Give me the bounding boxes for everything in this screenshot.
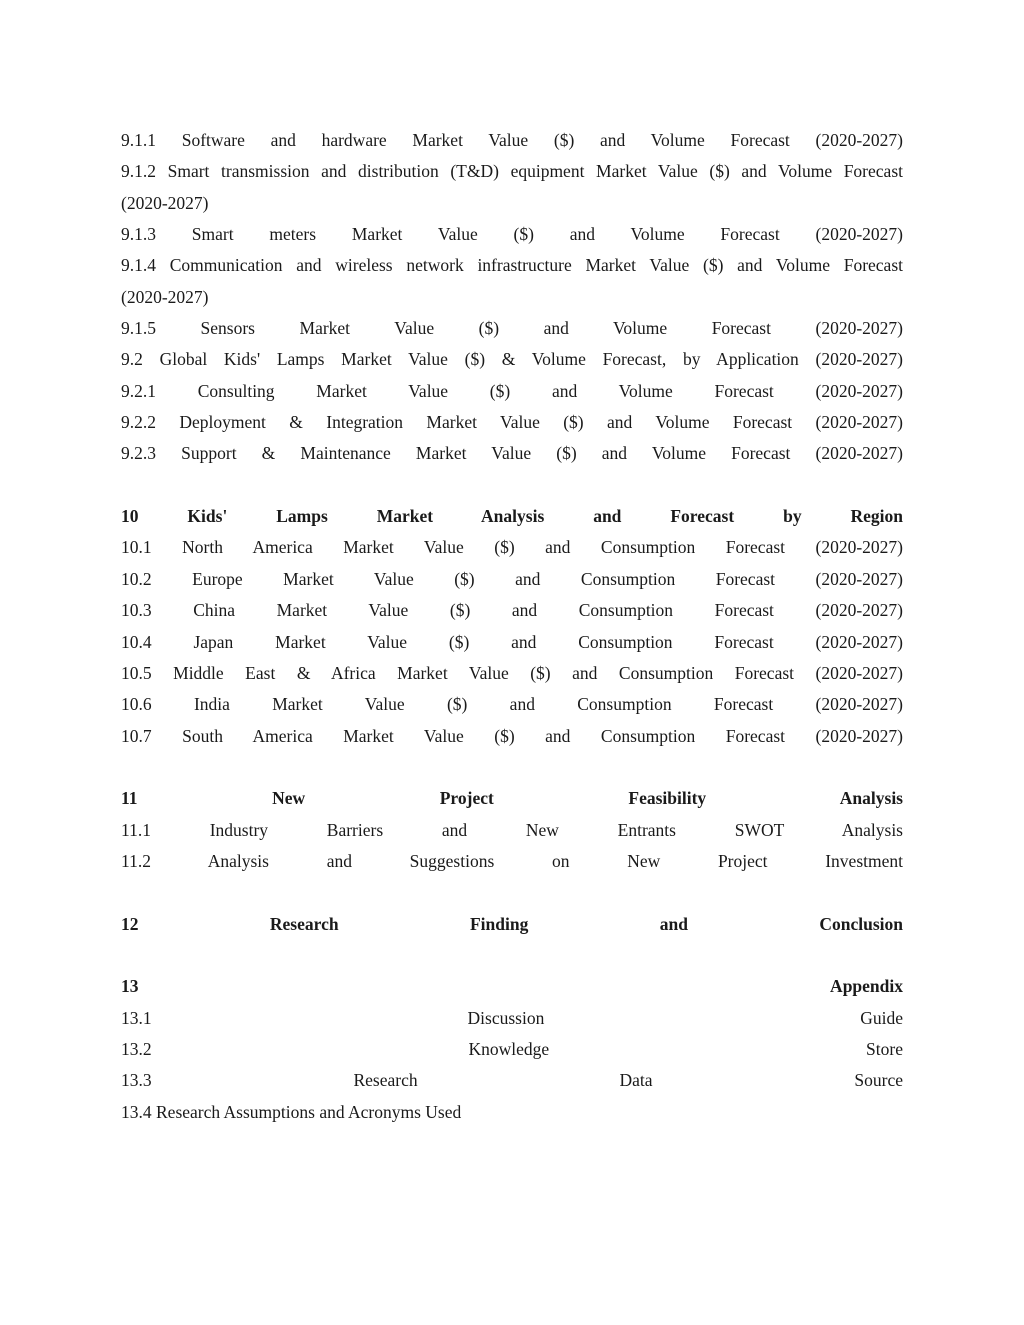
- toc-entry: 9.2.3 Support & Maintenance Market Value ($) and Volume Forecast (2020-2027): [121, 443, 903, 464]
- toc-entry: 13.1 Discussion Guide: [121, 1007, 903, 1028]
- toc-entry: 10.7 South America Market Value ($) and Consumption Forecast (2020-2027): [121, 725, 903, 746]
- toc-entry: 9.1.2 Smart transmission and distribution (T&D) equipment Market Value ($) and Volume Forecast: [121, 161, 903, 182]
- document-page: [121, 125, 903, 1128]
- toc-entry: 10.3 China Market Value ($) and Consumption Forecast (2020-2027): [121, 600, 903, 621]
- toc-entry: 9.1.3 Smart meters Market Value ($) and Volume Forecast (2020-2027): [121, 224, 903, 245]
- toc-entry: 9.2 Global Kids' Lamps Market Value ($) & Volume Forecast, by Application (2020-2027): [121, 349, 903, 370]
- blank-line: [121, 877, 903, 908]
- toc-entry: 10.2 Europe Market Value ($) and Consumption Forecast (2020-2027): [121, 568, 903, 589]
- toc-entry: 13.3 Research Data Source: [121, 1070, 903, 1091]
- toc-entry: 9.2.2 Deployment & Integration Market Value ($) and Volume Forecast (2020-2027): [121, 412, 903, 433]
- toc-entry: 9.1.1 Software and hardware Market Value ($) and Volume Forecast (2020-2027): [121, 130, 903, 150]
- toc-entry: 10.6 India Market Value ($) and Consumption Forecast (2020-2027): [121, 694, 903, 715]
- toc-entry: 11.2 Analysis and Suggestions on New Project Investment: [121, 850, 903, 871]
- toc-entry: 9.2.1 Consulting Market Value ($) and Volume Forecast (2020-2027): [121, 380, 903, 401]
- toc-entry: 9.1.4 Communication and wireless network infrastructure Market Value ($) and Volume Forecast: [121, 255, 903, 276]
- blank-line: [121, 470, 903, 501]
- section-heading: 10 Kids' Lamps Market Analysis and Forecast by Region: [121, 506, 903, 527]
- section-heading: 13 Appendix: [121, 976, 903, 997]
- toc-entry: 9.1.5 Sensors Market Value ($) and Volume Forecast (2020-2027): [121, 318, 903, 339]
- toc-entry: 10.5 Middle East & Africa Market Value ($) and Consumption Forecast (2020-2027): [121, 662, 903, 683]
- toc-entry: 13.4 Research Assumptions and Acronyms Used: [121, 1101, 462, 1122]
- toc-entry: 10.4 Japan Market Value ($) and Consumption Forecast (2020-2027): [121, 631, 903, 652]
- section-heading: 12 Research Finding and Conclusion: [121, 913, 903, 934]
- blank-line: [121, 752, 903, 783]
- section-heading: 11 New Project Feasibility Analysis: [121, 788, 903, 809]
- toc-entry: (2020-2027): [121, 192, 209, 213]
- toc-entry: 11.1 Industry Barriers and New Entrants SWOT Analysis: [121, 819, 903, 840]
- toc-entry: 10.1 North America Market Value ($) and Consumption Forecast (2020-2027): [121, 537, 903, 558]
- blank-line: [121, 940, 903, 971]
- toc-entry: (2020-2027): [121, 286, 209, 307]
- toc-entry: 13.2 Knowledge Store: [121, 1038, 903, 1059]
